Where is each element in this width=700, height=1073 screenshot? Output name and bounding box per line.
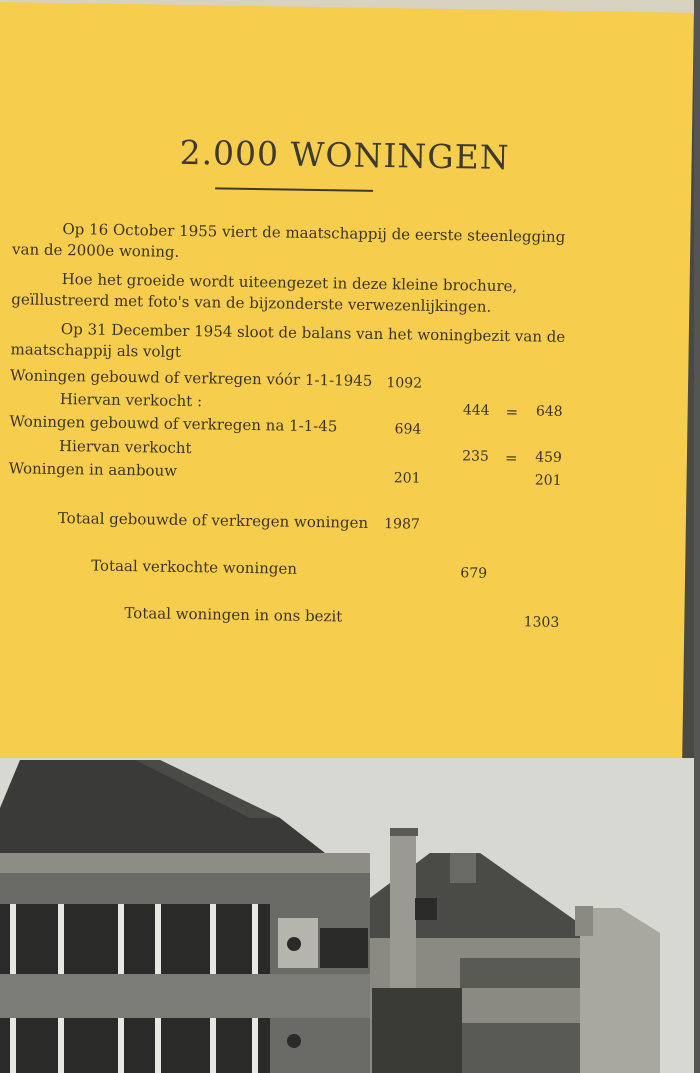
title-underline: [215, 187, 373, 191]
value-sold-1: 444: [462, 402, 490, 419]
equals-sign-1: =: [505, 402, 519, 422]
row-label-before-1945: Woningen gebouwd of verkregen vóór 1-1-1945: [9, 366, 373, 390]
total-sold-label: Totaal verkochte woningen: [91, 556, 298, 578]
row-label-sold-2: Hiervan verkocht: [58, 436, 192, 458]
value-under-construction: 201: [393, 470, 421, 487]
value-under-construction-total: 201: [534, 472, 562, 489]
row-label-sold-1: Hiervan verkocht :: [59, 389, 203, 411]
value-remaining-2: 459: [535, 449, 563, 466]
value-before-1945: 1092: [386, 375, 423, 392]
row-label-under-construction: Woningen in aanbouw: [8, 459, 178, 480]
document-page: [0, 2, 694, 771]
total-owned-label: Totaal woningen in ons bezit: [124, 604, 343, 626]
intro-paragraph: Op 16 October 1955 viert de maatschappij de eerste steenlegging van de 2000e woning.: [11, 220, 566, 261]
total-built-value: 1987: [384, 516, 420, 533]
equals-sign-2: =: [504, 448, 518, 468]
total-owned-value: 1303: [523, 614, 560, 631]
building-photo-illustration: [0, 758, 700, 1073]
right-edge-shadow: [694, 0, 700, 1073]
brochure-paragraph: Hoe het groeide wordt uiteengezet in deze kleine brochure, geïllustreerd met foto's van de bijzonderste verwezenlijkingen.: [11, 270, 518, 316]
value-after-1945: 694: [394, 421, 422, 438]
total-sold-value: 679: [460, 565, 488, 582]
value-remaining-1: 648: [535, 403, 563, 420]
building-photo: [0, 758, 700, 1073]
value-sold-2: 235: [462, 448, 490, 465]
row-label-after-1945: Woningen gebouwd of verkregen na 1-1-45: [9, 412, 338, 436]
page-title: 2.000 WONINGEN: [179, 132, 510, 178]
total-built-label: Totaal gebouwde of verkregen woningen: [57, 508, 369, 532]
balance-intro-paragraph: Op 31 December 1954 sloot de balans van het woningbezit van de maatschappij als volgt: [10, 319, 566, 361]
